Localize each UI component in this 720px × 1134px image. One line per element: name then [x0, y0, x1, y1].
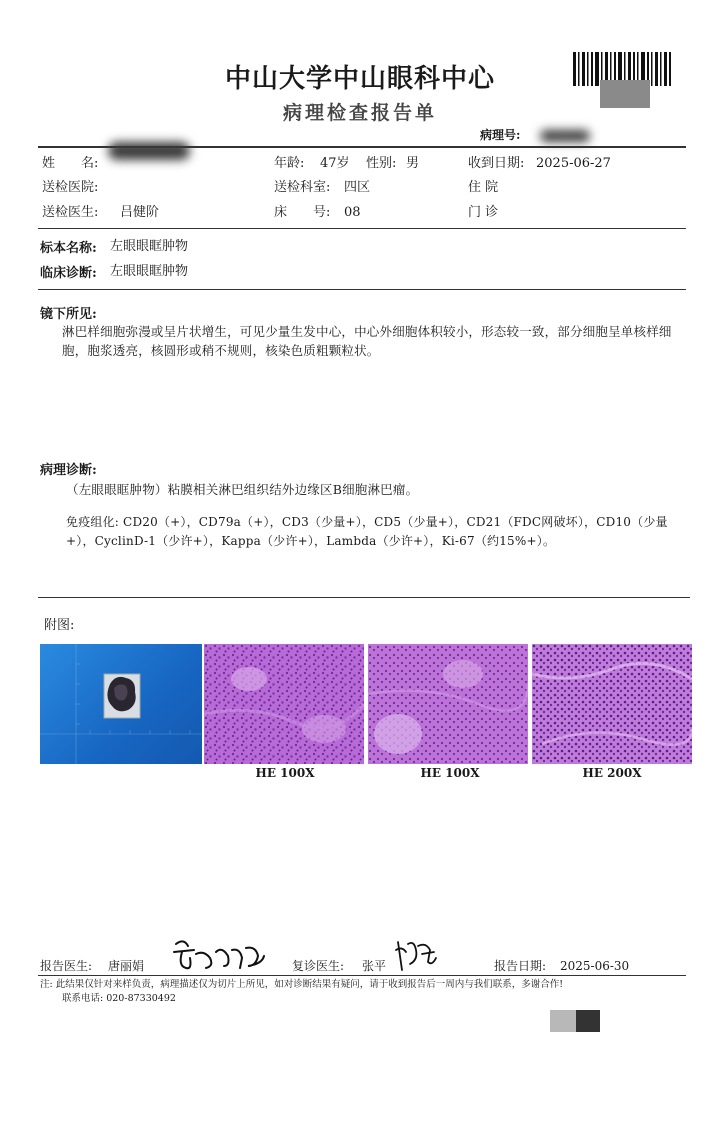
report-doctor-signature [170, 936, 270, 976]
sex-value: 男 [406, 156, 420, 171]
outpatient-label: 门 诊 [468, 205, 499, 220]
footer-note: 注: 此结果仅针对来样负责，病理描述仅为切片上所见，如对诊断结果有疑问，请于收到报告后一周内与我们联系，多谢合作! [40, 979, 564, 990]
sex-label: 性别: [366, 156, 397, 171]
report-doctor-label: 报告医生: [40, 959, 93, 973]
he-image-1 [204, 644, 364, 764]
review-doctor-value: 张平 [362, 959, 387, 973]
specimen-rule [38, 289, 686, 290]
specimen-photo [40, 644, 202, 764]
report-doctor-value: 唐丽娟 [108, 959, 145, 973]
diagnosis-label: 病理诊断: [40, 463, 97, 478]
diagnosis-text: （左眼眼眶肿物）粘膜相关淋巴组织结外边缘区B细胞淋巴瘤。 [66, 482, 419, 497]
footer-phone: 联系电话: 020-87330492 [62, 993, 176, 1004]
name-label: 姓 名: [42, 156, 99, 171]
figure-caption-3: HE 200X [582, 766, 642, 780]
diagnosis-rule [38, 597, 690, 598]
microscopy-label: 镜下所见: [40, 307, 97, 322]
figure-caption-2: HE 100X [420, 766, 480, 780]
bed-value: 08 [344, 205, 361, 220]
review-doctor-signature [392, 936, 438, 976]
redaction-footer-dark [576, 1010, 600, 1032]
received-label: 收到日期: [468, 156, 525, 171]
ihc-text: 免疫组化: CD20（+），CD79a（+），CD3（少量+），CD5（少量+），CD21（FDC网破坏），CD10（少量+），CyclinD-1（少许+），Kappa（少许+），Lambda（少许+），Ki-67（约15%+）。 [66, 515, 668, 548]
figure-caption-1: HE 100X [255, 766, 315, 780]
specimen-label: 标本名称: [40, 241, 97, 256]
specimen-value: 左眼眼眶肿物 [110, 239, 189, 254]
bed-label: 床 号: [274, 205, 331, 220]
figures-label: 附图: [44, 618, 75, 633]
doctor-value: 吕健阶 [120, 205, 160, 220]
received-date: 2025-06-27 [536, 156, 611, 171]
hospital-title: 中山大学中山眼科中心 [224, 64, 495, 94]
clinical-dx-label: 临床诊断: [40, 266, 97, 281]
doctor-label: 送检医生: [42, 205, 99, 220]
report-title: 病理检查报告单 [282, 102, 437, 124]
he-image-3 [532, 644, 692, 764]
report-date-value: 2025-06-30 [560, 959, 630, 973]
redaction-pathology-no [540, 130, 590, 142]
dept-value: 四区 [344, 180, 371, 195]
age-value: 47岁 [320, 156, 350, 171]
redaction-footer-light [550, 1010, 576, 1032]
age-label: 年龄: [274, 156, 305, 171]
clinical-dx-value: 左眼眼眶肿物 [110, 264, 189, 279]
patient-rule [38, 228, 686, 229]
pathology-no-label: 病理号: [480, 128, 521, 142]
report-date-label: 报告日期: [494, 959, 547, 973]
hospital-label: 送检医院: [42, 180, 99, 195]
dept-label: 送检科室: [274, 180, 331, 195]
redaction-name [108, 142, 190, 160]
footer-rule [38, 975, 686, 976]
microscopy-text: 淋巴样细胞弥漫或呈片状增生，可见少量生发中心，中心外细胞体积较小，形态较一致，部分细胞呈单核样细胞，胞浆透亮，核圆形或稍不规则，核染色质粗颗粒状。 [62, 324, 672, 358]
he-image-2 [368, 644, 528, 764]
inpatient-label: 住 院 [468, 180, 499, 195]
review-doctor-label: 复诊医生: [292, 959, 345, 973]
